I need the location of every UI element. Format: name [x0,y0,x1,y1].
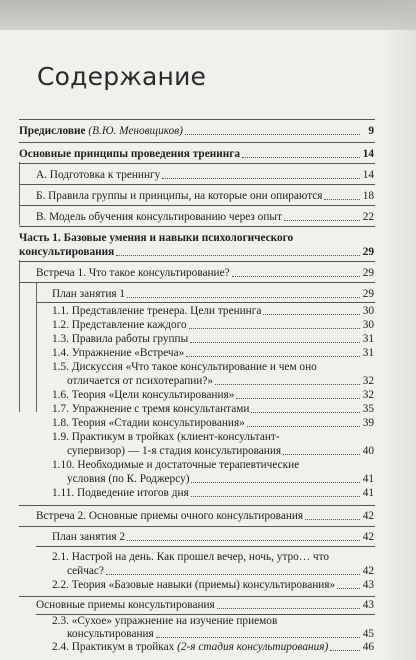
toc-page-number: 29 [362,267,374,279]
running-header [0,0,416,30]
toc-page-number: 32 [362,389,374,401]
dot-leader [284,220,360,221]
toc-entry[interactable] [52,388,374,403]
dot-leader [127,540,360,541]
dot-leader [162,178,360,179]
toc-page-number: 22 [362,211,374,223]
toc-entry-title-line2: отличается от психотерапии?» [67,375,214,387]
toc-entry-meeting[interactable] [36,598,374,613]
toc-entry [52,550,374,565]
dot-leader [305,519,360,520]
toc-page-number: 30 [362,305,374,317]
dot-leader [191,496,360,497]
dot-leader [127,297,360,298]
toc-entry[interactable] [67,444,374,459]
dot-leader [337,588,360,589]
dot-leader [247,426,360,427]
toc-entry [52,360,374,375]
toc-page-number: 42 [362,531,374,543]
divider [36,546,375,547]
toc-entry-title: План занятия 1 [52,288,126,300]
toc-page-number: 43 [362,599,374,611]
dot-leader [263,314,360,315]
toc-page-number: 41 [362,487,374,499]
page-title: Содержание [37,62,207,91]
toc-entry[interactable] [36,210,374,225]
dot-leader [106,574,360,575]
toc-entry-title-line2: супервизор) — 1-я стадия консультирования [67,445,282,457]
toc-entry-title: 1.11. Подведение итогов дня [52,487,189,499]
toc-page-number: 32 [362,375,374,387]
toc-entry-title-line2: условия (по К. Роджерсу) [67,473,190,485]
toc-entry-title-line2: сейчас? [67,565,104,577]
toc-entry-section[interactable] [19,147,374,162]
toc-entry-title: Б. Правила группы и принципы, на которые они опираются [36,190,323,202]
dot-leader [215,384,360,385]
toc-entry-title: А. Подготовка к тренингу [36,169,161,181]
toc-entry-title: 1.3. Правила работы группы [52,333,189,345]
toc-entry[interactable] [36,168,374,183]
divider [19,205,375,206]
toc-entry-meeting[interactable] [36,509,374,524]
dot-leader [116,255,360,256]
toc-entry-title-line1: Часть 1. Базовые умения и навыки психологического [19,232,294,244]
toc-entry[interactable] [52,318,374,333]
toc-entry-title: Основные приемы консультирования [36,599,215,611]
divider [19,596,375,597]
toc-entry-title: План занятия 2 [52,531,126,543]
dot-leader [189,328,360,329]
page-edge-shadow [380,0,416,660]
indent-line [19,162,20,225]
toc-page-number: 40 [362,445,374,457]
divider [36,302,375,303]
toc-entry[interactable] [52,640,374,655]
toc-page-number: 35 [362,403,374,415]
toc-entry-note: (2-я стадия консультирования) [177,641,329,653]
dot-leader [185,134,360,135]
toc-entry-title-line2: консультирования [67,628,154,640]
toc-entry-title: 1.1. Представление тренера. Цели тренинга [52,305,262,317]
toc-page-number: 39 [362,417,374,429]
toc-entry-title: 1.2. Представление каждого [52,319,187,331]
toc-entry-title: 1.4. Упражнение «Встреча» [52,347,185,359]
dot-leader [191,482,360,483]
toc-entry [52,430,374,445]
divider [19,261,375,262]
dot-leader [236,398,360,399]
toc-page-number: 29 [362,246,374,258]
toc-entry[interactable] [52,416,374,431]
dot-leader [283,454,360,455]
divider [19,226,375,227]
toc-page-number: 46 [362,641,374,653]
dot-leader [251,412,360,413]
toc-entry-title: Основные принципы проведения тренинга [19,148,241,160]
divider [19,282,375,283]
toc-entry[interactable] [52,486,374,501]
toc-page-number: 18 [362,190,374,202]
toc-entry-preface[interactable] [19,124,374,139]
toc-entry-title: В. Модель обучения консультированию через опыт [36,211,282,223]
toc-entry-title: 1.7. Упражнение с тремя консультантами [52,403,250,415]
toc-entry[interactable] [36,189,374,204]
toc-entry[interactable] [67,374,374,389]
toc-page-number: 30 [362,319,374,331]
divider [19,142,375,143]
toc-entry[interactable] [52,304,374,319]
dot-leader [324,199,360,200]
toc-entry-part[interactable] [19,245,374,260]
toc-page-number: 45 [362,628,374,640]
toc-entry-plan[interactable] [52,287,374,302]
toc-entry-title: Встреча 1. Что такое консультирование? [36,267,230,279]
toc-entry-author: (В.Ю. Меновщиков) [88,125,183,137]
toc-entry-title: 1.6. Теория «Цели консультирования» [52,389,235,401]
toc-entry[interactable] [52,402,374,417]
toc-entry-title: Предисловие [19,125,89,137]
toc-entry[interactable] [67,564,374,579]
toc-page-number: 9 [368,125,374,137]
toc-page-number: 31 [362,347,374,359]
toc-entry-title-line1: 1.5. Дискуссия «Что такое консультирование и чем оно [52,361,317,373]
toc-entry-title: Встреча 2. Основные приемы очного консультирования [36,510,304,522]
toc-page-number: 31 [362,333,374,345]
dot-leader [217,608,360,609]
toc-entry-title: 1.8. Теория «Стадии консультирования» [52,417,245,429]
toc-entry-title-line1: 2.3. «Сухое» упражнение на изучение приемов [52,615,278,627]
divider [19,505,375,506]
toc-entry-plan[interactable] [52,530,374,545]
toc-page-number: 41 [362,473,374,485]
toc-entry-title: 2.2. Теория «Базовые навыки (приемы) консультирования» [52,579,336,591]
toc-entry [52,458,374,473]
toc-page-number: 42 [362,565,374,577]
dot-leader [186,356,360,357]
dot-leader [232,276,360,277]
toc-entry-title-line1: 1.9. Практикум в тройках (клиент-консультант- [52,431,280,443]
toc-page-number: 42 [362,510,374,522]
divider [19,163,375,164]
toc-entry[interactable] [52,578,374,593]
toc-entry-title: 2.4. Практикум в тройках [52,641,178,653]
toc-entry-meeting[interactable] [36,266,374,281]
toc-entry-title-line1: 1.10. Необходимые и достаточные терапевтические [52,459,300,471]
toc-entry-part [19,231,374,246]
divider [19,526,375,527]
toc-entry[interactable] [52,346,374,361]
toc-page-number: 14 [362,169,374,181]
dot-leader [330,650,360,651]
toc-entry[interactable] [52,332,374,347]
toc-entry-title-line1: 2.1. Настрой на день. Как прошел вечер, ночь, утро… что [52,551,330,563]
dot-leader [242,157,360,158]
dot-leader [190,342,360,343]
divider [19,184,375,185]
divider [19,119,375,120]
toc-page-number: 43 [362,579,374,591]
toc-page-number: 14 [362,148,374,160]
dot-leader [156,637,360,638]
toc-entry-title-line2: консультирования [19,246,115,258]
toc-page-number: 29 [362,288,374,300]
toc-entry[interactable] [67,472,374,487]
